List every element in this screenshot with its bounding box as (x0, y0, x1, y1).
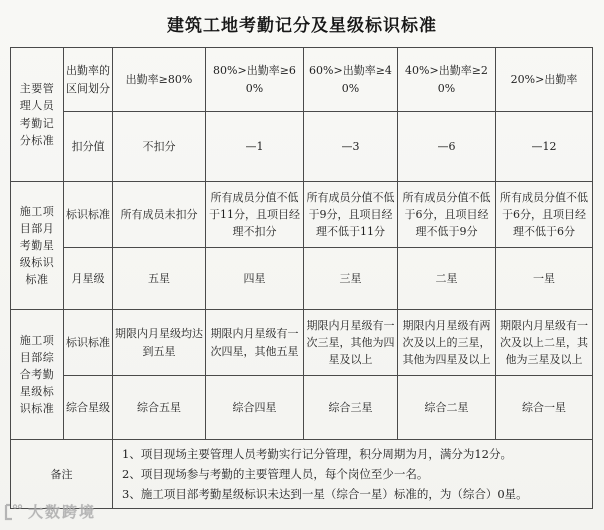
data-cell: 所有成员分值不低于6分，且项目经理不低于9分 (398, 182, 496, 248)
attendance-standards-table (10, 47, 593, 509)
data-cell: 期限内月星级有一次四星，其他五星 (206, 310, 304, 376)
table-row (11, 112, 593, 182)
data-cell: 综合二星 (398, 376, 496, 440)
document-title: 建筑工地考勤记分及星级标识标准 (167, 16, 437, 36)
data-cell: 20%>出勤率 (496, 48, 593, 112)
data-cell: 综合三星 (304, 376, 398, 440)
data-cell: 综合四星 (206, 376, 304, 440)
data-cell: 所有成员分值不低于11分，且项目经理不扣分 (206, 182, 304, 248)
watermark-text: 大数跨境 (28, 503, 97, 521)
group-header-cell-scoring: 主要管理人员考勤记分标准 (11, 48, 64, 182)
data-cell: 期限内月星级有一次及以上二星，其他为三星及以上 (496, 310, 593, 376)
watermark-logo-icon (3, 503, 25, 521)
table-row (11, 310, 593, 376)
data-cell: 所有成员分值不低于9分，且项目经理不低于11分 (304, 182, 398, 248)
table-row (11, 376, 593, 440)
data-cell: —12 (496, 112, 593, 182)
data-cell: 出勤率≥80% (113, 48, 206, 112)
row-label-cell-monthly-star: 月星级 (64, 248, 113, 310)
data-cell: 所有成员分值不低于6分，且项目经理不低于6分 (496, 182, 593, 248)
row-label-cell-deduction: 扣分值 (64, 112, 113, 182)
data-cell: 五星 (113, 248, 206, 310)
data-cell: 四星 (206, 248, 304, 310)
data-cell: 综合一星 (496, 376, 593, 440)
data-cell: —3 (304, 112, 398, 182)
data-cell: 三星 (304, 248, 398, 310)
remarks-content-cell (113, 440, 593, 509)
row-label-cell-mark-standard: 标识标准 (64, 310, 113, 376)
remark-line: 3、施工项目部考勤星级标识未达到一星（综合一星）标准的，为（综合）0星。 (122, 487, 528, 502)
table-row (11, 182, 593, 248)
watermark (3, 501, 96, 522)
remark-line: 1、项目现场主要管理人员考勤实行记分管理，积分周期为月，满分为12分。 (122, 447, 512, 461)
data-cell: 一星 (496, 248, 593, 310)
data-cell: 期限内月星级均达到五星 (113, 310, 206, 376)
remarks-label-cell: 备注 (11, 440, 113, 509)
data-cell: 综合五星 (113, 376, 206, 440)
data-cell: —6 (398, 112, 496, 182)
data-cell: 所有成员未扣分 (113, 182, 206, 248)
remark-line: 2、项目现场参与考勤的主要管理人员，每个岗位至少一名。 (122, 467, 429, 482)
data-cell: 80%>出勤率≥60% (206, 48, 304, 112)
table-row (11, 48, 593, 112)
group-header-cell-monthly-star: 施工项目部月考勤星级标识标准 (11, 182, 64, 310)
data-cell: 不扣分 (113, 112, 206, 182)
row-label-cell-overall-star: 综合星级 (64, 376, 113, 440)
data-cell: 60%>出勤率≥40% (304, 48, 398, 112)
data-cell: 期限内月星级有两次及以上的三星，其他为四星及以上 (398, 310, 496, 376)
table-row (11, 440, 593, 509)
row-label-cell-attendance-range: 出勤率的区间划分 (64, 48, 113, 112)
data-cell: 二星 (398, 248, 496, 310)
data-cell: 期限内月星级有一次三星，其他为四星及以上 (304, 310, 398, 376)
group-header-cell-overall-star: 施工项目部综合考勤星级标识标准 (11, 310, 64, 440)
row-label-cell-mark-standard: 标识标准 (64, 182, 113, 248)
table-row (11, 248, 593, 310)
data-cell: —1 (206, 112, 304, 182)
data-cell: 40%>出勤率≥20% (398, 48, 496, 112)
